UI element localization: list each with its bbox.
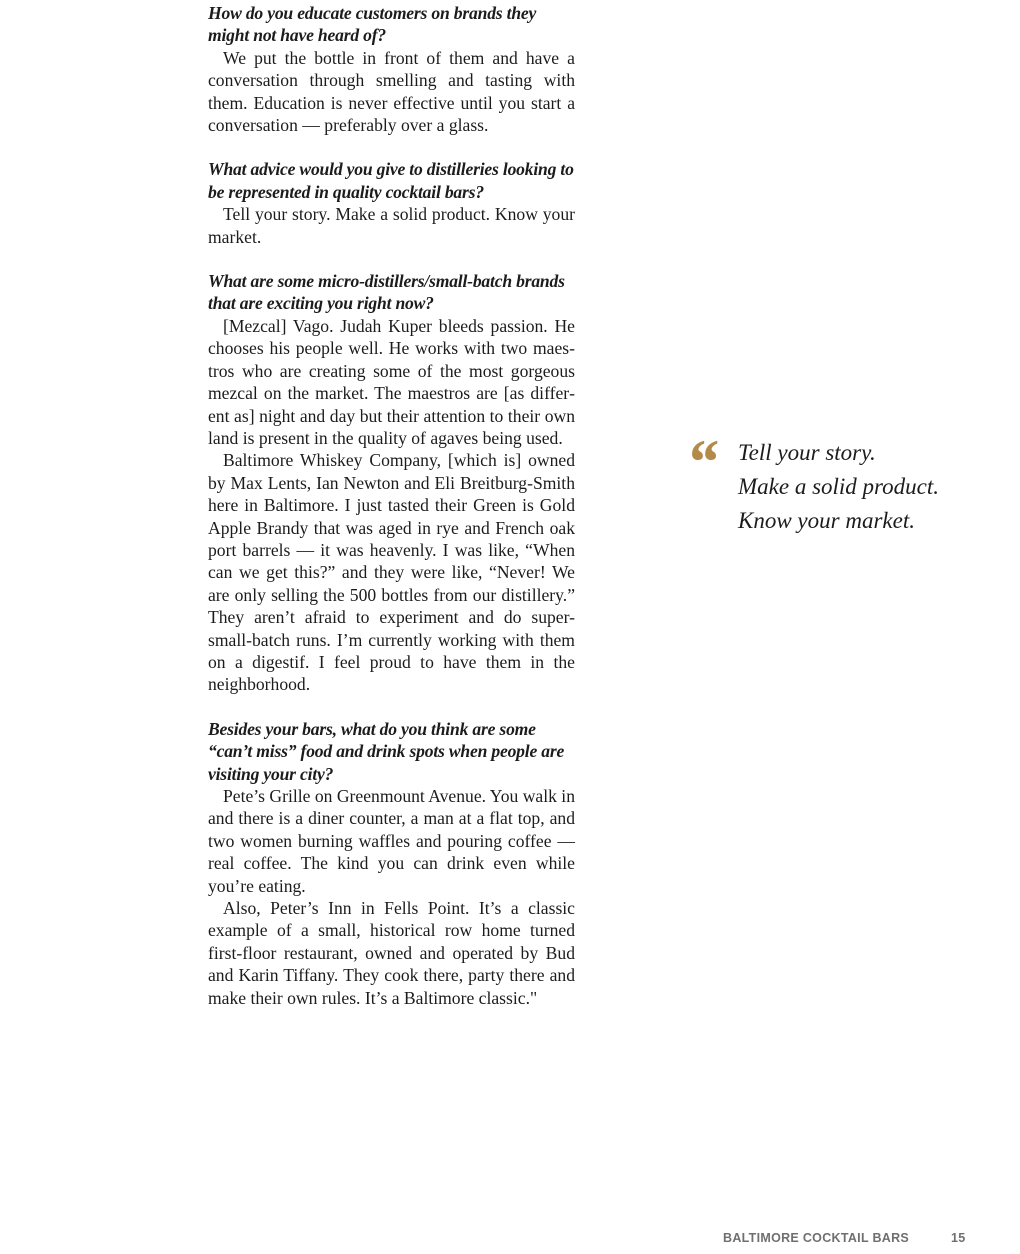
article-column bbox=[208, 2, 575, 1031]
pull-quote-line: Make a solid product. bbox=[738, 474, 940, 499]
answer-paragraph: Pete’s Grille on Greenmount Avenue. You walk in and there is a diner counter, a man at a flat top, and two women burning waffles and pouring coffee — real coffee. The kind you can drink even while you’re eating. bbox=[208, 786, 575, 896]
running-title: BALTIMORE COCKTAIL BARS bbox=[723, 1231, 910, 1245]
qa-block bbox=[208, 270, 575, 696]
quote-mark-icon: “ bbox=[686, 426, 718, 497]
pull-quote-text bbox=[738, 436, 939, 538]
answer-paragraph: Also, Peter’s Inn in Fells Point. It’s a classic example of a small, historical row home turned first-floor restaurant, owned and operated by Bud and Karin Tiffany. They cook there, party there and make their own rules. It’s a Baltimore classic." bbox=[208, 898, 575, 1008]
qa-block bbox=[208, 158, 575, 248]
pull-quote-line: Tell your story. bbox=[738, 440, 876, 465]
answer-paragraph: Tell your story. Make a solid product. Know your market. bbox=[208, 204, 575, 247]
page-number: 15 bbox=[951, 1231, 966, 1245]
answer-paragraph: We put the bottle in front of them and have a conversation through smelling and tasting with them. Education is never effective until you start a conversation — preferably over a glass. bbox=[208, 47, 575, 136]
question: What are some micro-distillers/small-batch brands that are exciting you right now? bbox=[208, 271, 565, 314]
qa-block bbox=[208, 2, 575, 136]
pull-quote-line: Know your market. bbox=[738, 508, 915, 533]
qa-block bbox=[208, 718, 575, 1009]
answer-paragraph: Baltimore Whiskey Company, [which is] owned by Max Lents, Ian Newton and Eli Breitburg-Smith here in Baltimore. I just tasted their Green is Gold Apple Brandy that was aged in rye and French oak port barrels — it was heavenly. I was like, “When can we get this?” and they were like, “Never! We are only selling the 500 bottles from our distillery.” They aren’t afraid to experiment and do super-small-batch runs. I’m currently working with them on a digestif. I feel proud to have them in the neighborhood. bbox=[208, 450, 575, 695]
answer-paragraph: [Mezcal] Vago. Judah Kuper bleeds passion. He chooses his people well. He works with two maestros who are creating some of the most gorgeous mezcal on the market. The maestros are [as different as] night and day but their attention to their own land is present in the quality of agaves being used. bbox=[208, 315, 575, 448]
page-footer bbox=[0, 1231, 1020, 1249]
question: What advice would you give to distilleries looking to be represented in quality cocktail bars? bbox=[208, 159, 574, 202]
question: Besides your bars, what do you think are some “can’t miss” food and drink spots when people are visiting your city? bbox=[208, 718, 565, 784]
question: How do you educate customers on brands they might not have heard of? bbox=[208, 3, 537, 46]
